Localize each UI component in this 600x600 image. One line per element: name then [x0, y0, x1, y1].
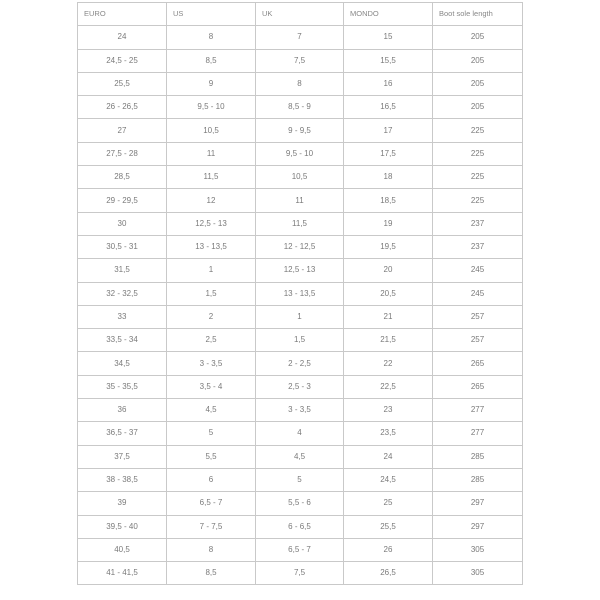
cell-euro: 31,5 — [78, 259, 167, 282]
cell-us: 5 — [167, 422, 256, 445]
cell-uk: 10,5 — [256, 166, 344, 189]
cell-uk: 2 - 2,5 — [256, 352, 344, 375]
cell-us: 8,5 — [167, 562, 256, 585]
table-row — [78, 26, 523, 49]
cell-euro: 38 - 38,5 — [78, 468, 167, 491]
cell-euro: 27,5 - 28 — [78, 142, 167, 165]
table-row — [78, 282, 523, 305]
cell-boot-sole-length: 277 — [433, 399, 523, 422]
cell-euro: 34,5 — [78, 352, 167, 375]
cell-boot-sole-length: 297 — [433, 515, 523, 538]
boot-size-conversion-table — [77, 2, 523, 585]
table-row — [78, 515, 523, 538]
cell-uk: 7,5 — [256, 562, 344, 585]
cell-us: 6,5 - 7 — [167, 492, 256, 515]
cell-uk: 1 — [256, 305, 344, 328]
table-row — [78, 142, 523, 165]
cell-us: 4,5 — [167, 399, 256, 422]
cell-euro: 29 - 29,5 — [78, 189, 167, 212]
cell-euro: 32 - 32,5 — [78, 282, 167, 305]
cell-boot-sole-length: 257 — [433, 329, 523, 352]
cell-uk: 9,5 - 10 — [256, 142, 344, 165]
cell-us: 5,5 — [167, 445, 256, 468]
table-row — [78, 445, 523, 468]
cell-us: 8 — [167, 538, 256, 561]
table-body — [78, 26, 523, 585]
cell-boot-sole-length: 205 — [433, 96, 523, 119]
table-row — [78, 259, 523, 282]
table-row — [78, 422, 523, 445]
cell-uk: 2,5 - 3 — [256, 375, 344, 398]
cell-uk: 8,5 - 9 — [256, 96, 344, 119]
cell-euro: 33,5 - 34 — [78, 329, 167, 352]
cell-boot-sole-length: 285 — [433, 468, 523, 491]
cell-uk: 4,5 — [256, 445, 344, 468]
table-row — [78, 189, 523, 212]
cell-us: 2,5 — [167, 329, 256, 352]
cell-us: 6 — [167, 468, 256, 491]
cell-uk: 12,5 - 13 — [256, 259, 344, 282]
cell-us: 12,5 - 13 — [167, 212, 256, 235]
cell-euro: 37,5 — [78, 445, 167, 468]
cell-uk: 12 - 12,5 — [256, 235, 344, 258]
cell-euro: 30,5 - 31 — [78, 235, 167, 258]
table-row — [78, 375, 523, 398]
cell-mondo: 24,5 — [344, 468, 433, 491]
cell-us: 9,5 - 10 — [167, 96, 256, 119]
cell-boot-sole-length: 265 — [433, 375, 523, 398]
cell-boot-sole-length: 297 — [433, 492, 523, 515]
column-header-uk: UK — [256, 3, 344, 26]
cell-euro: 36 — [78, 399, 167, 422]
cell-mondo: 26 — [344, 538, 433, 561]
cell-boot-sole-length: 237 — [433, 212, 523, 235]
table-row — [78, 352, 523, 375]
cell-uk: 6,5 - 7 — [256, 538, 344, 561]
cell-boot-sole-length: 305 — [433, 538, 523, 561]
cell-mondo: 16 — [344, 72, 433, 95]
cell-uk: 4 — [256, 422, 344, 445]
cell-us: 3,5 - 4 — [167, 375, 256, 398]
cell-boot-sole-length: 205 — [433, 72, 523, 95]
cell-us: 9 — [167, 72, 256, 95]
cell-boot-sole-length: 257 — [433, 305, 523, 328]
table-row — [78, 538, 523, 561]
cell-mondo: 19 — [344, 212, 433, 235]
column-header-boot-sole-length: Boot sole length — [433, 3, 523, 26]
cell-uk: 5,5 - 6 — [256, 492, 344, 515]
cell-uk: 1,5 — [256, 329, 344, 352]
table-row — [78, 166, 523, 189]
cell-mondo: 21,5 — [344, 329, 433, 352]
column-header-mondo: MONDO — [344, 3, 433, 26]
cell-euro: 24 — [78, 26, 167, 49]
table-row — [78, 329, 523, 352]
cell-uk: 9 - 9,5 — [256, 119, 344, 142]
cell-boot-sole-length: 205 — [433, 49, 523, 72]
cell-mondo: 20,5 — [344, 282, 433, 305]
cell-euro: 30 — [78, 212, 167, 235]
cell-mondo: 23,5 — [344, 422, 433, 445]
cell-mondo: 17,5 — [344, 142, 433, 165]
cell-mondo: 25,5 — [344, 515, 433, 538]
cell-euro: 25,5 — [78, 72, 167, 95]
cell-boot-sole-length: 225 — [433, 189, 523, 212]
cell-euro: 26 - 26,5 — [78, 96, 167, 119]
table-row — [78, 562, 523, 585]
cell-euro: 33 — [78, 305, 167, 328]
table-row — [78, 72, 523, 95]
cell-euro: 27 — [78, 119, 167, 142]
cell-uk: 13 - 13,5 — [256, 282, 344, 305]
cell-mondo: 15 — [344, 26, 433, 49]
column-header-euro: EURO — [78, 3, 167, 26]
cell-us: 8,5 — [167, 49, 256, 72]
cell-us: 2 — [167, 305, 256, 328]
cell-euro: 24,5 - 25 — [78, 49, 167, 72]
cell-us: 3 - 3,5 — [167, 352, 256, 375]
cell-mondo: 22,5 — [344, 375, 433, 398]
cell-mondo: 21 — [344, 305, 433, 328]
table-row — [78, 492, 523, 515]
cell-euro: 40,5 — [78, 538, 167, 561]
cell-uk: 11 — [256, 189, 344, 212]
cell-mondo: 23 — [344, 399, 433, 422]
cell-uk: 7,5 — [256, 49, 344, 72]
column-header-us: US — [167, 3, 256, 26]
cell-mondo: 16,5 — [344, 96, 433, 119]
cell-uk: 3 - 3,5 — [256, 399, 344, 422]
table-row — [78, 96, 523, 119]
cell-mondo: 22 — [344, 352, 433, 375]
cell-euro: 35 - 35,5 — [78, 375, 167, 398]
cell-boot-sole-length: 305 — [433, 562, 523, 585]
cell-boot-sole-length: 265 — [433, 352, 523, 375]
table-row — [78, 399, 523, 422]
cell-us: 11 — [167, 142, 256, 165]
table-row — [78, 49, 523, 72]
cell-mondo: 20 — [344, 259, 433, 282]
cell-boot-sole-length: 225 — [433, 166, 523, 189]
cell-boot-sole-length: 225 — [433, 119, 523, 142]
cell-us: 1 — [167, 259, 256, 282]
table-row — [78, 468, 523, 491]
cell-uk: 8 — [256, 72, 344, 95]
cell-mondo: 25 — [344, 492, 433, 515]
cell-us: 10,5 — [167, 119, 256, 142]
cell-mondo: 18,5 — [344, 189, 433, 212]
table-header-row — [78, 3, 523, 26]
cell-us: 12 — [167, 189, 256, 212]
cell-boot-sole-length: 245 — [433, 282, 523, 305]
cell-mondo: 24 — [344, 445, 433, 468]
cell-mondo: 26,5 — [344, 562, 433, 585]
cell-uk: 5 — [256, 468, 344, 491]
cell-boot-sole-length: 205 — [433, 26, 523, 49]
cell-mondo: 18 — [344, 166, 433, 189]
cell-us: 8 — [167, 26, 256, 49]
cell-euro: 41 - 41,5 — [78, 562, 167, 585]
cell-mondo: 15,5 — [344, 49, 433, 72]
table-row — [78, 235, 523, 258]
cell-us: 7 - 7,5 — [167, 515, 256, 538]
cell-us: 1,5 — [167, 282, 256, 305]
cell-euro: 39 — [78, 492, 167, 515]
cell-mondo: 19,5 — [344, 235, 433, 258]
table-row — [78, 119, 523, 142]
cell-boot-sole-length: 277 — [433, 422, 523, 445]
cell-uk: 11,5 — [256, 212, 344, 235]
cell-us: 13 - 13,5 — [167, 235, 256, 258]
cell-boot-sole-length: 225 — [433, 142, 523, 165]
table-row — [78, 305, 523, 328]
table-row — [78, 212, 523, 235]
cell-uk: 6 - 6,5 — [256, 515, 344, 538]
cell-boot-sole-length: 285 — [433, 445, 523, 468]
cell-uk: 7 — [256, 26, 344, 49]
cell-boot-sole-length: 245 — [433, 259, 523, 282]
cell-mondo: 17 — [344, 119, 433, 142]
cell-euro: 36,5 - 37 — [78, 422, 167, 445]
cell-boot-sole-length: 237 — [433, 235, 523, 258]
cell-euro: 28,5 — [78, 166, 167, 189]
cell-us: 11,5 — [167, 166, 256, 189]
cell-euro: 39,5 - 40 — [78, 515, 167, 538]
